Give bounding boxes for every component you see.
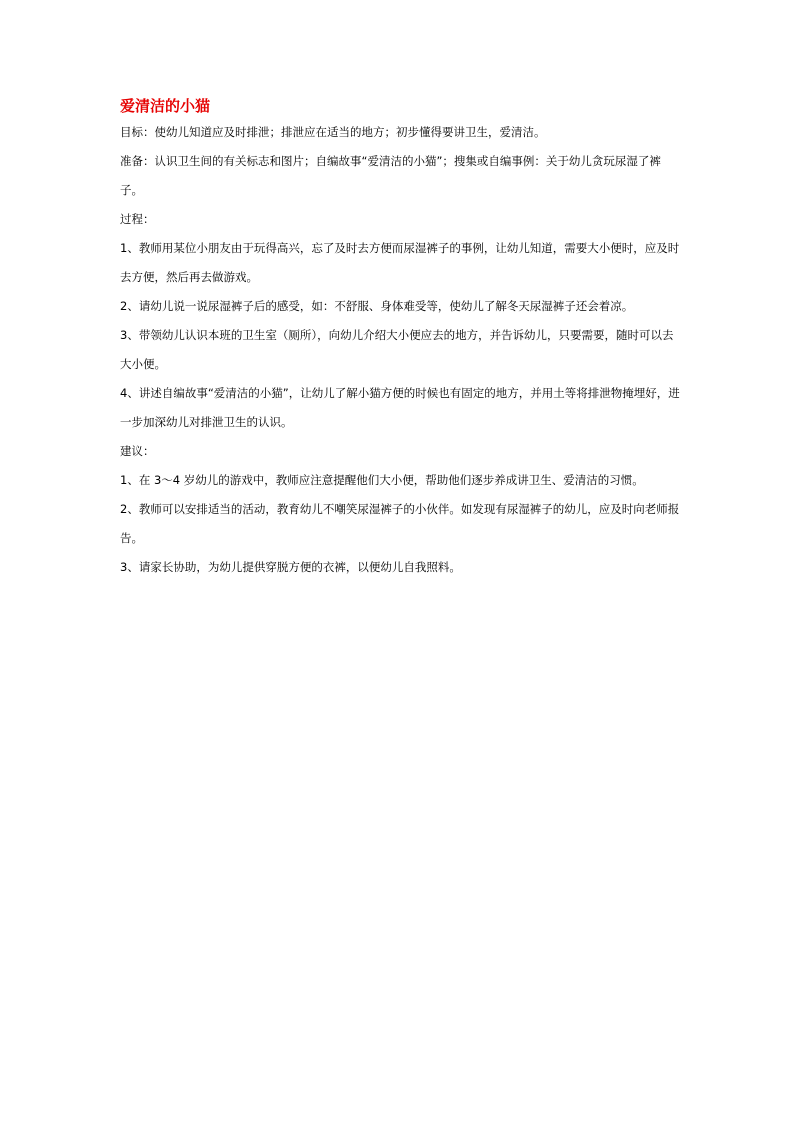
process-step [120, 379, 680, 437]
process-step [120, 321, 680, 379]
process-heading: 过程： [120, 212, 155, 226]
process-step-text: 4、讲述自编故事“爱清洁的小猫”，让幼儿了解小猫方便的时候也有固定的地方，并用土等将排泄物掩埋好，进一步加深幼儿对排泄卫生的认识。 [120, 386, 680, 429]
suggestion-item-text: 2、教师可以安排适当的活动，教育幼儿不嘲笑尿湿裤子的小伙伴。如发现有尿湿裤子的幼儿，应及时向老师报告。 [120, 502, 680, 545]
preparation-paragraph [120, 147, 680, 205]
suggestion-item [120, 553, 680, 582]
suggestion-item-text: 1、在 3～4 岁幼儿的游戏中，教师应注意提醒他们大小便，帮助他们逐步养成讲卫生、爱清洁的习惯。 [120, 473, 644, 487]
preparation-text: 准备：认识卫生间的有关标志和图片；自编故事“爱清洁的小猫”；搜集或自编事例：关于幼儿贪玩尿湿了裤子。 [120, 154, 661, 197]
goal-paragraph [120, 118, 680, 147]
process-step-text: 1、教师用某位小朋友由于玩得高兴，忘了及时去方便而尿湿裤子的事例，让幼儿知道，需要大小便时，应及时去方便，然后再去做游戏。 [120, 241, 680, 284]
suggestion-item [120, 495, 680, 553]
suggestion-heading: 建议： [120, 444, 155, 458]
suggestion-item-text: 3、请家长协助，为幼儿提供穿脱方便的衣裤，以便幼儿自我照料。 [120, 560, 461, 574]
document-title: 爱清洁的小猫 [120, 97, 211, 115]
process-step [120, 234, 680, 292]
process-step-text: 3、带领幼儿认识本班的卫生室（厕所），向幼儿介绍大小便应去的地方，并告诉幼儿，只要需要，随时可以去大小便。 [120, 328, 674, 371]
document-page [120, 96, 680, 582]
suggestion-item [120, 466, 680, 495]
process-step-text: 2、请幼儿说一说尿湿裤子后的感受，如：不舒服、身体难受等，使幼儿了解冬天尿湿裤子还会着凉。 [120, 299, 634, 313]
process-step [120, 292, 680, 321]
goal-text: 目标：使幼儿知道应及时排泄；排泄应在适当的地方；初步懂得要讲卫生，爱清洁。 [120, 125, 546, 139]
